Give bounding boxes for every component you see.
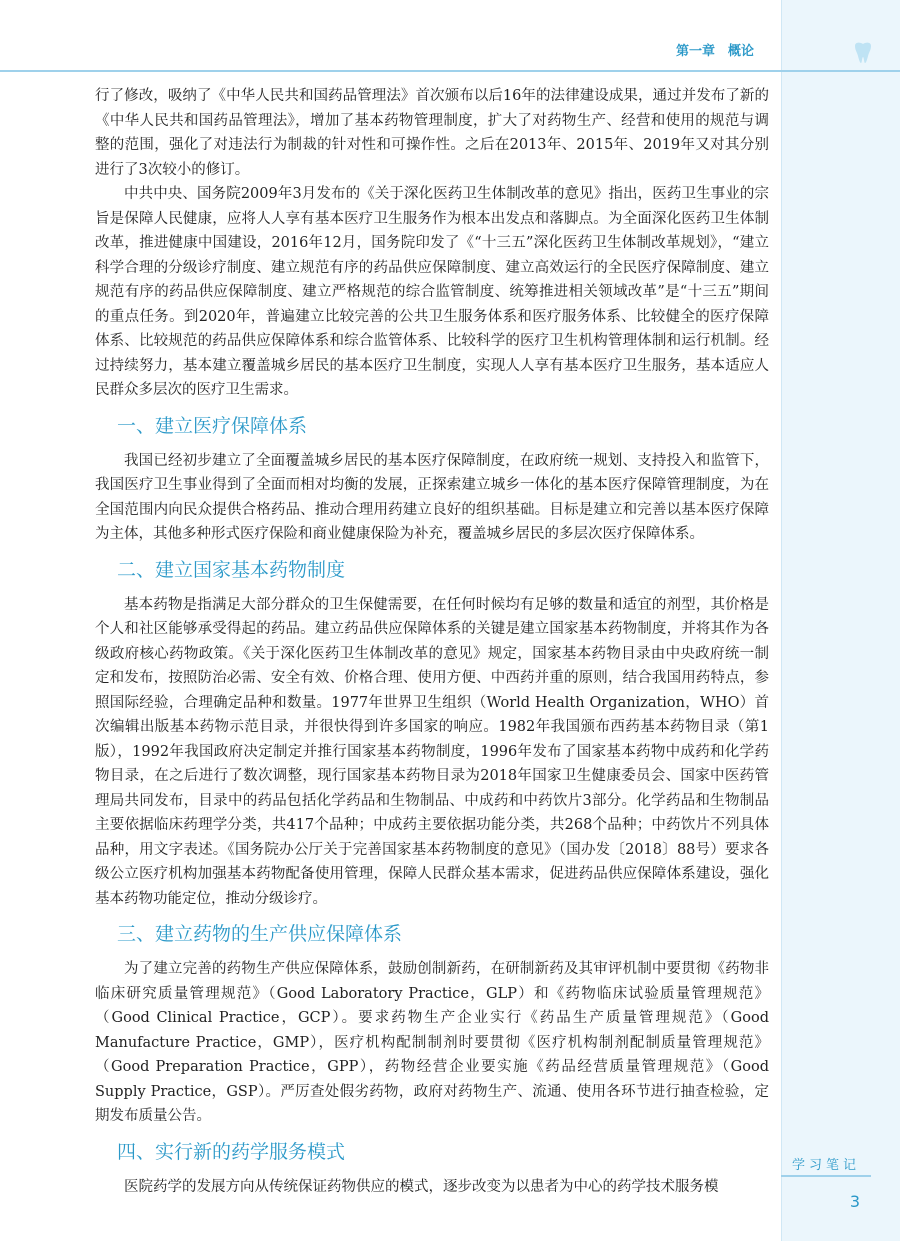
notes-margin	[782, 0, 900, 1241]
paragraph: 医院药学的发展方向从传统保证药物供应的模式，逐步改变为以患者为中心的药学技术服务模	[124, 1178, 719, 1195]
paragraph: 基本药物是指满足大部分群众的卫生保健需要，在任何时候均有足够的数量和适宜的剂型，其价格是个人和社区能够承受得起的药品。建立药品供应保障体系的关键是建立国家基本药物制度，并将其作为各级政府核心药物政策。《关于深化医药卫生体制改革的意见》规定，国家基本药物目录由中央政府统一制定和发布，按照防治必需、安全有效、价格合理、使用方便、中西药并重的原则，结合我国用药特点，参照国际经验，合理确定品种和数量。1977年世界卫生组织（World Health Organization，WHO）首次编辑出版基本药物示范目录，并很快得到许多国家的响应。1982年我国颁布西药基本药物目录（第1版），1992年我国政府决定制定并推行国家基本药物制度，1996年发布了国家基本药物中成药和化学药物目录，在之后进行了数次调整，现行国家基本药物目录为2018年国家卫生健康委员会、国家中医药管理局共同发布，目录中的药品包括化学药品和生物制品、中成药和中药饮片3部分。化学药品和生物制品主要依据临床药理学分类，共417个品种；中成药主要依据功能分类，共268个品种；中药饮片不列具体品种，用文字表述。《国务院办公厅关于完善国家基本药物制度的意见》（国办发〔2018〕88号）要求各级公立医疗机构加强基本药物配备使用管理，保障人民群众基本需求，促进药品供应保障体系建设，强化基本药物功能定位，推动分级诊疗。	[95, 596, 769, 907]
paragraph: 我国已经初步建立了全面覆盖城乡居民的基本医疗保障制度，在政府统一规划、支持投入和监管下，我国医疗卫生事业得到了全面而相对均衡的发展，正探索建立城乡一体化的基本医疗保障管理制度，为在全国范围内向民众提供合格药品、推动合理用药建立良好的组织基础。目标是建立和完善以基本医疗保障为主体，其他多种形式医疗保险和商业健康保险为补充，覆盖城乡居民的多层次医疗保障体系。	[95, 452, 769, 542]
section-heading: 二、建立国家基本药物制度	[117, 558, 346, 581]
running-header-chapter: 第一章 概论	[676, 44, 755, 59]
tooth-icon	[850, 40, 876, 66]
paragraph: 行了修改，吸纳了《中华人民共和国药品管理法》首次颁布以后16年的法律建设成果，通过并发布了新的《中华人民共和国药品管理法》，增加了基本药物管理制度，扩大了对药物生产、经营和使用的规范与调整的范围，强化了对违法行为制裁的针对性和可操作性。之后在2013年、2015年、2019年又对其分别进行了3次较小的修订。	[95, 88, 769, 178]
notes-rule	[781, 1175, 871, 1177]
section-heading: 三、建立药物的生产供应保障体系	[117, 923, 403, 945]
header-rule	[0, 70, 900, 72]
main-text	[95, 84, 769, 1199]
section-heading: 四、实行新的药学服务模式	[117, 1140, 346, 1163]
section-heading: 一、建立医疗保障体系	[117, 414, 308, 437]
study-notes-label: 学习笔记	[792, 1158, 861, 1173]
paragraph: 中共中央、国务院2009年3月发布的《关于深化医药卫生体制改革的意见》指出，医药卫生事业的宗旨是保障人民健康，应将人人享有基本医疗卫生服务作为根本出发点和落脚点。为全面深化医药卫生体制改革，推进健康中国建设，2016年12月，国务院印发了《“十三五”深化医药卫生体制改革规划》，“建立科学合理的分级诊疗制度、建立规范有序的药品供应保障制度、建立高效运行的全民医疗保障制度、建立规范有序的药品供应保障制度、建立严格规范的综合监管制度、统筹推进相关领域改革”是“十三五”期间的重点任务。到2020年，普遍建立比较完善的公共卫生服务体系和医疗服务体系、比较健全的医疗保障体系、比较规范的药品供应保障体系和综合监管体系、比较科学的医疗卫生机构管理体制和运行机制。经过持续努力，基本建立覆盖城乡居民的基本医疗卫生制度，实现人人享有基本医疗卫生服务，基本适应人民群众多层次的医疗卫生需求。	[95, 186, 769, 398]
margin-divider	[781, 0, 782, 1241]
page-number: 3	[849, 1192, 861, 1211]
paragraph: 为了建立完善的药物生产供应保障体系，鼓励创制新药，在研制新药及其审评机制中要贯彻《药物非临床研究质量管理规范》（Good Laboratory Practice，GLP）和《药物临床试验质量管理规范》（Good Clinical Practice，GCP）。要求药物生产企业实行《药品生产质量管理规范》（Good Manufacture Practice，GMP），医疗机构配制制剂时要贯彻《医疗机构制剂配制质量管理规范》（Good Preparation Practice，GPP），药物经营企业要实施《药品经营质量管理规范》（Good Supply Practice，GSP）。严厉查处假劣药物，政府对药物生产、流通、使用各环节进行抽查检验，定期发布质量公告。	[95, 961, 769, 1124]
